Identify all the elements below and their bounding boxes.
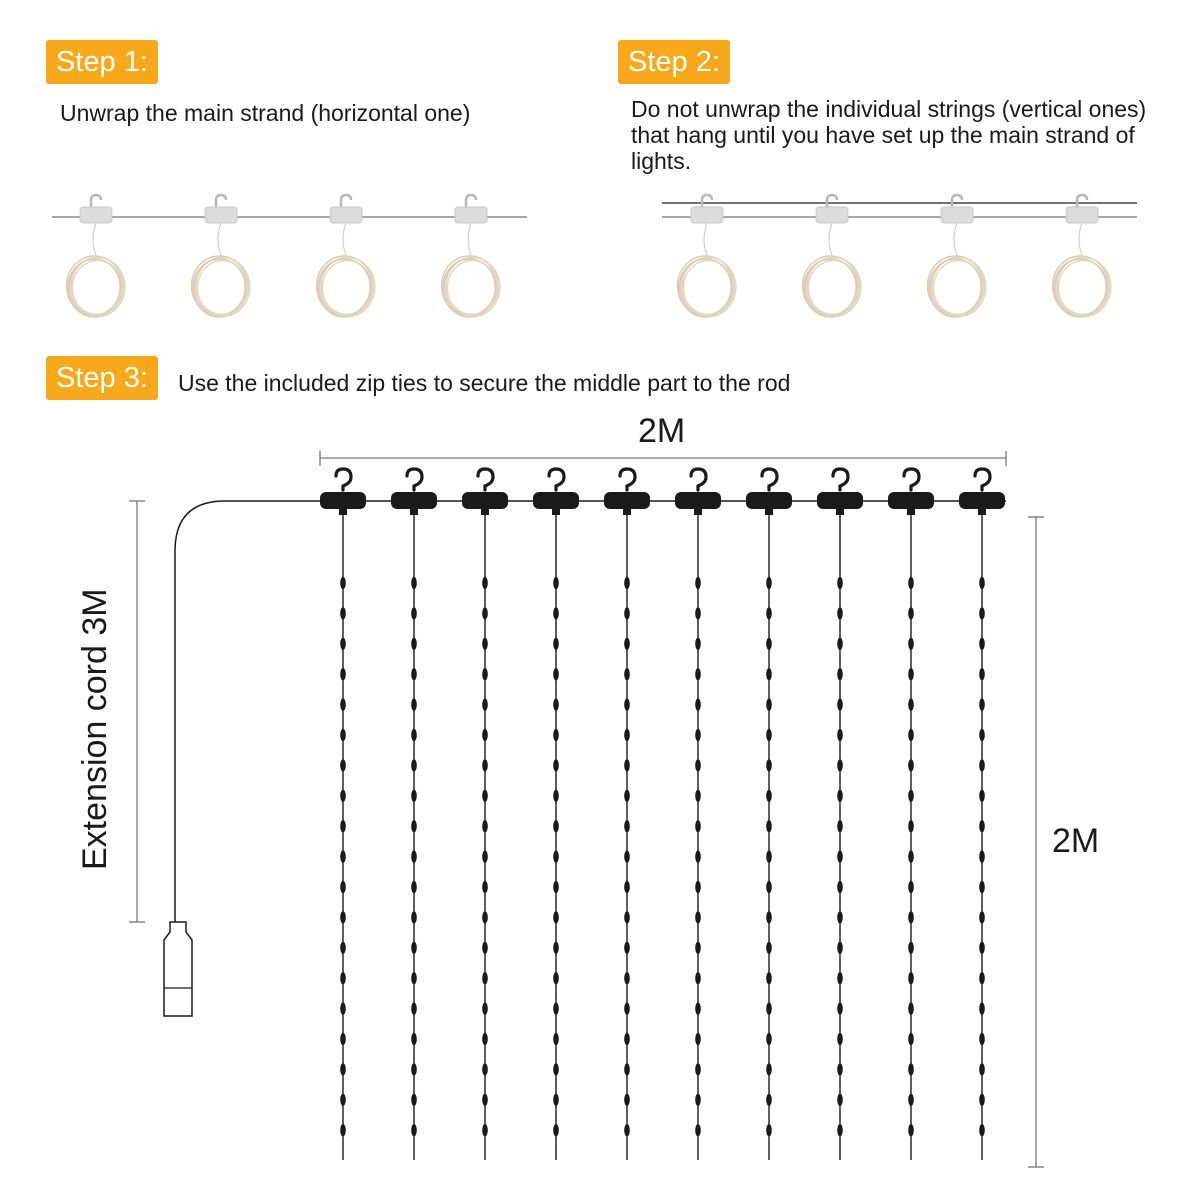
strand-clip <box>533 492 579 509</box>
light-bead <box>979 820 985 832</box>
step-3-text: Use the included zip ties to secure the middle part to the rod <box>178 370 791 396</box>
light-bead <box>624 972 630 984</box>
step2-thread-1 <box>829 223 832 255</box>
light-bead <box>624 668 630 680</box>
light-bead <box>766 881 772 893</box>
light-bead <box>411 1124 417 1136</box>
step1-clip-2 <box>330 207 362 223</box>
light-bead <box>837 698 843 710</box>
light-bead <box>908 638 914 650</box>
light-bead <box>624 698 630 710</box>
step2-clip-1 <box>816 207 848 223</box>
light-bead <box>340 881 346 893</box>
light-bead <box>624 1094 630 1106</box>
light-bead <box>411 729 417 741</box>
step2-thread-3 <box>1079 223 1082 255</box>
light-bead <box>411 1002 417 1014</box>
light-bead <box>482 972 488 984</box>
light-bead <box>482 638 488 650</box>
strand-hook <box>620 469 635 490</box>
light-bead <box>340 698 346 710</box>
strand-hook <box>478 469 493 490</box>
light-bead <box>553 942 559 954</box>
light-bead <box>766 759 772 771</box>
light-bead <box>553 1033 559 1045</box>
light-bead <box>340 607 346 619</box>
light-bead <box>553 577 559 589</box>
light-bead <box>695 638 701 650</box>
light-bead <box>624 850 630 862</box>
light-bead <box>695 911 701 923</box>
strand-clip <box>959 492 1005 509</box>
step2-coil-0-ring <box>684 261 734 316</box>
light-bead <box>411 790 417 802</box>
strand-clip <box>604 492 650 509</box>
light-bead <box>908 972 914 984</box>
light-bead <box>837 577 843 589</box>
light-bead <box>908 607 914 619</box>
light-bead <box>837 1094 843 1106</box>
light-bead <box>482 850 488 862</box>
step2-hook-0 <box>702 195 712 208</box>
light-bead <box>908 790 914 802</box>
light-bead <box>908 942 914 954</box>
light-bead <box>908 577 914 589</box>
light-bead <box>695 607 701 619</box>
strand-hook <box>904 469 919 490</box>
step2-clip-3 <box>1066 207 1098 223</box>
light-bead <box>766 638 772 650</box>
light-bead <box>482 911 488 923</box>
light-bead <box>695 1124 701 1136</box>
light-bead <box>979 668 985 680</box>
light-bead <box>411 972 417 984</box>
light-bead <box>837 729 843 741</box>
strand-clip-stem <box>694 507 702 515</box>
light-bead <box>553 911 559 923</box>
step1-thread-0 <box>93 223 96 255</box>
step-1-text: Unwrap the main strand (horizontal one) <box>60 100 471 126</box>
light-bead <box>908 729 914 741</box>
light-bead <box>624 911 630 923</box>
light-bead <box>411 638 417 650</box>
light-bead <box>624 820 630 832</box>
light-bead <box>482 820 488 832</box>
strand-clip-stem <box>481 507 489 515</box>
light-bead <box>837 850 843 862</box>
light-bead <box>695 577 701 589</box>
step1-coil-1-ring <box>198 261 248 316</box>
light-bead <box>766 790 772 802</box>
light-bead <box>624 759 630 771</box>
light-bead <box>553 729 559 741</box>
light-bead <box>553 1094 559 1106</box>
strand-hook <box>762 469 777 490</box>
light-bead <box>908 881 914 893</box>
light-bead <box>624 607 630 619</box>
light-bead <box>553 698 559 710</box>
light-bead <box>908 850 914 862</box>
light-bead <box>766 972 772 984</box>
strand-clip <box>391 492 437 509</box>
light-bead <box>411 759 417 771</box>
step2-coil-1-ring <box>809 261 859 316</box>
light-bead <box>908 1033 914 1045</box>
light-bead <box>979 881 985 893</box>
light-bead <box>411 911 417 923</box>
light-bead <box>766 1063 772 1075</box>
light-bead <box>340 1002 346 1014</box>
light-bead <box>482 1033 488 1045</box>
step1-thread-1 <box>218 223 221 255</box>
light-bead <box>766 668 772 680</box>
light-bead <box>482 881 488 893</box>
strand-clip <box>746 492 792 509</box>
light-bead <box>695 668 701 680</box>
light-bead <box>411 607 417 619</box>
light-bead <box>766 942 772 954</box>
width-dimension-label: 2M <box>638 412 686 450</box>
light-bead <box>482 698 488 710</box>
light-bead <box>837 881 843 893</box>
light-bead <box>695 850 701 862</box>
light-bead <box>695 1002 701 1014</box>
light-bead <box>766 1124 772 1136</box>
light-bead <box>766 850 772 862</box>
light-bead <box>695 1063 701 1075</box>
light-bead <box>979 850 985 862</box>
step-1-badge: Step 1: <box>46 40 158 84</box>
light-bead <box>624 942 630 954</box>
strand-clip-stem <box>765 507 773 515</box>
light-bead <box>979 1063 985 1075</box>
step1-coil-3-ring <box>448 261 498 316</box>
light-bead <box>908 1124 914 1136</box>
light-bead <box>979 1033 985 1045</box>
light-bead <box>624 881 630 893</box>
light-bead <box>340 1124 346 1136</box>
light-bead <box>411 1094 417 1106</box>
light-bead <box>908 820 914 832</box>
light-bead <box>624 1033 630 1045</box>
light-bead <box>340 1033 346 1045</box>
step2-thread-2 <box>954 223 957 255</box>
light-bead <box>553 881 559 893</box>
light-bead <box>482 1124 488 1136</box>
strand-clip-stem <box>623 507 631 515</box>
strand-hook <box>407 469 422 490</box>
strand-clip <box>675 492 721 509</box>
strand-clip-stem <box>978 507 986 515</box>
extension-cord-label: Extension cord 3M <box>76 588 114 870</box>
light-bead <box>979 1002 985 1014</box>
light-bead <box>695 729 701 741</box>
light-bead <box>837 790 843 802</box>
light-bead <box>837 1124 843 1136</box>
light-bead <box>979 911 985 923</box>
light-bead <box>837 1063 843 1075</box>
step2-coil-2-ring <box>930 259 981 315</box>
light-bead <box>340 790 346 802</box>
light-bead <box>979 607 985 619</box>
light-bead <box>411 577 417 589</box>
light-bead <box>553 638 559 650</box>
light-bead <box>411 850 417 862</box>
step1-clip-3 <box>455 207 487 223</box>
step2-coil-2-ring <box>934 261 984 316</box>
light-bead <box>695 972 701 984</box>
step2-clip-0 <box>691 207 723 223</box>
step1-hook-2 <box>341 195 351 208</box>
step1-thread-3 <box>468 223 471 255</box>
light-bead <box>837 759 843 771</box>
step-3-badge: Step 3: <box>46 356 158 400</box>
light-bead <box>695 942 701 954</box>
light-bead <box>340 850 346 862</box>
light-bead <box>908 1063 914 1075</box>
light-bead <box>482 607 488 619</box>
light-bead <box>553 820 559 832</box>
light-bead <box>837 638 843 650</box>
light-bead <box>837 942 843 954</box>
light-bead <box>553 790 559 802</box>
light-bead <box>340 729 346 741</box>
light-bead <box>837 607 843 619</box>
light-bead <box>340 820 346 832</box>
light-bead <box>553 668 559 680</box>
light-bead <box>979 759 985 771</box>
step1-coil-2-ring <box>323 261 373 316</box>
strand-clip-stem <box>552 507 560 515</box>
light-bead <box>340 1094 346 1106</box>
step1-clip-1 <box>205 207 237 223</box>
light-bead <box>553 1002 559 1014</box>
light-bead <box>553 1124 559 1136</box>
step2-coil-1-ring <box>805 259 856 315</box>
light-bead <box>624 729 630 741</box>
light-bead <box>411 881 417 893</box>
light-bead <box>340 972 346 984</box>
light-bead <box>411 1063 417 1075</box>
light-bead <box>908 759 914 771</box>
light-bead <box>482 1063 488 1075</box>
light-bead <box>979 1124 985 1136</box>
strand-hook <box>336 469 351 490</box>
step2-thread-0 <box>704 223 707 255</box>
light-bead <box>979 790 985 802</box>
height-dimension-label: 2M <box>1052 822 1100 860</box>
light-bead <box>979 1094 985 1106</box>
step2-coil-0-ring <box>680 259 731 315</box>
step1-hook-1 <box>216 195 226 208</box>
light-bead <box>624 790 630 802</box>
strand-hook <box>975 469 990 490</box>
light-bead <box>979 729 985 741</box>
step1-hook-3 <box>466 195 476 208</box>
strand-hook <box>691 469 706 490</box>
light-bead <box>482 759 488 771</box>
step1-thread-2 <box>343 223 346 255</box>
light-bead <box>908 668 914 680</box>
light-bead <box>482 577 488 589</box>
strand-hook <box>833 469 848 490</box>
light-bead <box>766 577 772 589</box>
light-bead <box>340 911 346 923</box>
strand-clip <box>462 492 508 509</box>
step1-clip-0 <box>80 207 112 223</box>
light-bead <box>553 1063 559 1075</box>
step1-coil-2-ring <box>319 259 370 315</box>
light-bead <box>766 911 772 923</box>
light-bead <box>411 1033 417 1045</box>
strand-clip-stem <box>907 507 915 515</box>
light-bead <box>837 972 843 984</box>
light-bead <box>695 1033 701 1045</box>
light-bead <box>837 1002 843 1014</box>
light-bead <box>766 1002 772 1014</box>
light-bead <box>979 942 985 954</box>
light-bead <box>340 1063 346 1075</box>
light-bead <box>624 1063 630 1075</box>
strand-clip <box>888 492 934 509</box>
light-bead <box>553 972 559 984</box>
light-bead <box>695 820 701 832</box>
light-bead <box>482 790 488 802</box>
light-bead <box>766 820 772 832</box>
light-bead <box>695 698 701 710</box>
step-2-text: Do not unwrap the individual strings (vertical ones) that hang until you have set up the main strand of lights. <box>631 96 1147 174</box>
step2-hook-2 <box>952 195 962 208</box>
step2-hook-3 <box>1077 195 1087 208</box>
light-bead <box>624 1002 630 1014</box>
light-bead <box>908 911 914 923</box>
light-bead <box>695 790 701 802</box>
light-bead <box>340 942 346 954</box>
light-bead <box>837 1033 843 1045</box>
step2-coil-3-ring <box>1055 259 1106 315</box>
light-bead <box>979 972 985 984</box>
light-bead <box>766 729 772 741</box>
light-bead <box>553 607 559 619</box>
strand-hook <box>549 469 564 490</box>
light-bead <box>482 729 488 741</box>
strand-clip <box>817 492 863 509</box>
strand-clip-stem <box>836 507 844 515</box>
step1-hook-0 <box>91 195 101 208</box>
light-bead <box>624 577 630 589</box>
light-bead <box>766 1033 772 1045</box>
light-bead <box>695 881 701 893</box>
light-bead <box>837 820 843 832</box>
light-bead <box>766 1094 772 1106</box>
light-bead <box>908 1094 914 1106</box>
light-bead <box>695 1094 701 1106</box>
step2-coil-3-ring <box>1059 261 1109 316</box>
strand-clip-stem <box>339 507 347 515</box>
light-bead <box>624 638 630 650</box>
light-bead <box>482 942 488 954</box>
light-bead <box>340 668 346 680</box>
light-bead <box>482 1094 488 1106</box>
usb-plug <box>164 922 192 1016</box>
light-bead <box>482 668 488 680</box>
light-bead <box>837 668 843 680</box>
light-bead <box>979 577 985 589</box>
light-bead <box>908 698 914 710</box>
light-bead <box>340 759 346 771</box>
light-bead <box>553 759 559 771</box>
step1-coil-1-ring <box>194 259 245 315</box>
light-bead <box>482 1002 488 1014</box>
light-bead <box>979 638 985 650</box>
extension-cord <box>175 501 343 922</box>
step1-coil-0-ring <box>69 259 120 315</box>
light-bead <box>340 638 346 650</box>
light-bead <box>908 1002 914 1014</box>
light-bead <box>766 698 772 710</box>
light-bead <box>837 911 843 923</box>
light-bead <box>340 577 346 589</box>
light-bead <box>411 698 417 710</box>
light-bead <box>553 850 559 862</box>
light-bead <box>624 1124 630 1136</box>
step-2-badge: Step 2: <box>618 40 730 84</box>
light-bead <box>979 698 985 710</box>
step2-hook-1 <box>827 195 837 208</box>
light-bead <box>411 668 417 680</box>
light-bead <box>695 759 701 771</box>
light-bead <box>411 942 417 954</box>
step2-clip-2 <box>941 207 973 223</box>
strand-clip-stem <box>410 507 418 515</box>
light-bead <box>766 607 772 619</box>
light-bead <box>411 820 417 832</box>
strand-clip <box>320 492 366 509</box>
step1-coil-0-ring <box>73 261 123 316</box>
step1-coil-3-ring <box>444 259 495 315</box>
